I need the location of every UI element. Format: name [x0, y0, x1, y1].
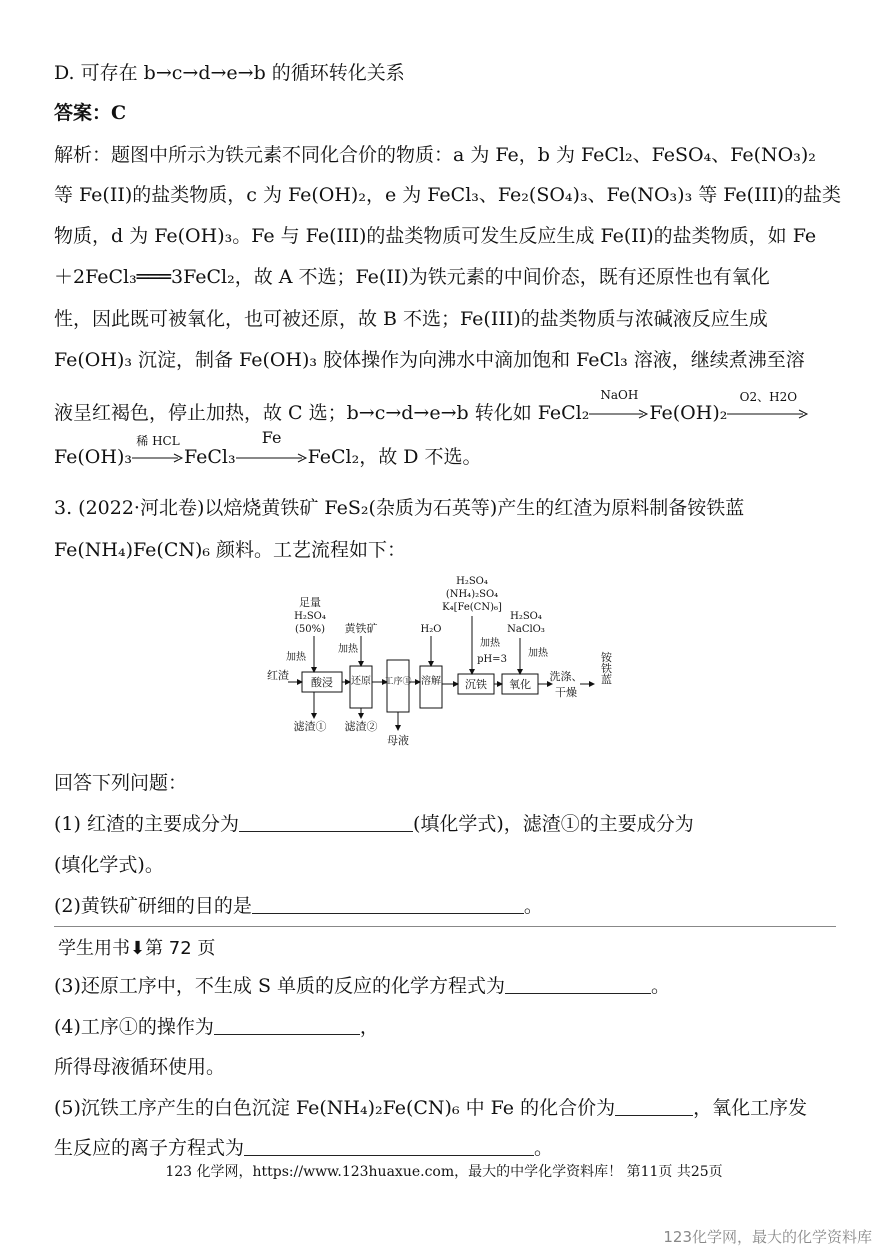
box-process1-label: 工序①	[384, 677, 412, 687]
page-footer: 123 化学网，https://www.123huaxue.com，最大的中学化学资料库！ 第11页 共25页	[165, 1164, 723, 1180]
q2-text-b: 。	[523, 895, 543, 917]
ox-reagent-0: H₂SO₄	[510, 611, 542, 622]
q5-text-b: ，氧化工序发	[693, 1097, 808, 1119]
q4-text-a: (4)工序①的操作为	[54, 1016, 214, 1038]
sink-reagent-0: H₂SO₄	[456, 576, 488, 587]
mother-liquor: 母液	[387, 734, 409, 747]
q5-blank-1[interactable]	[615, 1097, 693, 1116]
sink-cond-0: 加热	[480, 638, 500, 649]
q3s-text-a: (3)还原工序中，不生成 S 单质的反应的化学方程式为	[54, 975, 506, 997]
question-3-sub	[54, 971, 670, 998]
q1-text-b: (填化学式)，滤渣①的主要成分为	[412, 813, 694, 835]
naoh-arrow	[589, 388, 649, 424]
question-4-line-1	[54, 1012, 379, 1039]
question-intro: 回答下列问题：	[54, 772, 188, 794]
o2-h2o-label: O2、H2O	[739, 390, 798, 404]
box-acid-leach-label: 酸浸	[311, 676, 333, 689]
fecl3: FeCl₃	[183, 446, 236, 468]
box-reduce-label: 还原	[351, 676, 371, 687]
q4-blank[interactable]	[214, 1016, 360, 1035]
flow-raw-1: 红渣	[267, 669, 289, 682]
reaction-arrow-icon	[236, 453, 308, 463]
fe-arrow	[236, 428, 308, 468]
process-flow-diagram	[262, 572, 642, 752]
analysis-line-7-text: 液呈红褐色，停止加热，故 C 选；b→c→d→e→b 转化如 FeCl₂	[54, 402, 590, 424]
section-divider	[54, 926, 836, 927]
reaction-arrow-icon	[727, 409, 809, 419]
question-3-line-2: Fe(NH₄)Fe(CN)₆ 颜料。工艺流程如下：	[54, 539, 407, 561]
analysis-line-5: 性，因此既可被氧化，也可被还原，故 B 不选；Fe(III)的盐类物质与浓碱液反应生成	[54, 308, 768, 330]
q5-text-c: 生反应的离子方程式为	[54, 1137, 245, 1159]
box-oxidize-label: 氧化	[509, 678, 531, 691]
box-reduce	[350, 666, 372, 708]
q2-text-a: (2)黄铁矿研细的目的是	[54, 895, 252, 917]
q3s-blank[interactable]	[505, 975, 651, 994]
ox-cond: 加热	[528, 648, 548, 659]
residue-2: 滤渣②	[344, 720, 378, 733]
pyrite-label: 黄铁矿	[344, 622, 378, 635]
answer: 答案：C	[54, 102, 127, 124]
water-label: H₂O	[420, 624, 442, 635]
q1-blank-1[interactable]	[239, 813, 413, 832]
question-4-line-2: 所得母液循环使用。	[54, 1056, 226, 1078]
fecl2-end: FeCl₂，故 D 不选。	[307, 446, 482, 468]
q2-blank[interactable]	[252, 895, 524, 914]
dry-label: 干燥	[555, 686, 577, 699]
fe-oh2: Fe(OH)₂	[649, 402, 728, 424]
reaction-arrow-icon	[132, 453, 184, 463]
q1-text-a: (1) 红渣的主要成分为	[54, 813, 239, 835]
question-1-line-2: (填化学式)。	[54, 854, 164, 876]
question-5-line-2	[54, 1133, 553, 1160]
question-3-line-1: 3. (2022·河北卷)以焙烧黄铁矿 FeS₂(杂质为石英等)产生的红渣为原料制备铵铁蓝	[54, 497, 745, 519]
product-label: 铵铁蓝	[599, 651, 613, 685]
analysis-line-3: 物质，d 为 Fe(OH)₃。Fe 与 Fe(III)的盐类物质可发生反应生成 Fe(II)的盐类物质，如 Fe	[54, 225, 817, 247]
q5-text-d: 。	[534, 1137, 554, 1159]
analysis-line-1: 解析：题图中所示为铁元素不同化合价的物质：a 为 Fe，b 为 FeCl₂、FeSO₄、Fe(NO₃)₂	[54, 144, 816, 166]
q4-text-b: ，	[359, 1016, 379, 1038]
analysis-line-8	[54, 428, 482, 469]
fe-oh3: Fe(OH)₃	[54, 446, 132, 468]
analysis-line-6: Fe(OH)₃ 沉淀，制备 Fe(OH)₃ 胶体操作为向沸水中滴加饱和 FeCl₃ 溶液，继续煮沸至溶	[54, 349, 805, 371]
watermark: 123化学网，最大的化学资料库	[663, 1228, 872, 1246]
acid-reagent-2: (50%)	[294, 624, 326, 635]
box-dissolve-label: 溶解	[421, 676, 441, 687]
sink-reagent-2: K₄[Fe(CN)₆]	[442, 602, 502, 613]
analysis-line-7	[54, 388, 809, 425]
wash-label: 洗涤、	[549, 670, 583, 683]
pyrite-cond: 加热	[338, 644, 358, 655]
q5-blank-2[interactable]	[244, 1137, 534, 1156]
acid-reagent-1: H₂SO₄	[294, 611, 326, 622]
q3s-text-b: 。	[651, 975, 671, 997]
dilute-hcl-arrow	[132, 434, 184, 468]
ox-reagent-1: NaClO₃	[507, 624, 545, 635]
option-d: D. 可存在 b→c→d→e→b 的循环转化关系	[54, 62, 405, 84]
sink-reagent-1: (NH₄)₂SO₄	[445, 589, 499, 600]
reaction-arrow-icon	[589, 409, 649, 419]
naoh-label: NaOH	[600, 388, 639, 402]
book-reference: 学生用书⬇第 72 页	[58, 938, 216, 959]
question-2	[54, 891, 543, 918]
box-dissolve	[420, 666, 442, 708]
sink-cond-1: pH=3	[477, 654, 507, 665]
acid-reagent-0: 足量	[299, 596, 321, 609]
o2-h2o-arrow	[727, 390, 809, 424]
question-5-line-1	[54, 1093, 807, 1120]
analysis-line-2: 等 Fe(II)的盐类物质，c 为 Fe(OH)₂，e 为 FeCl₃、Fe₂(SO₄)₃、Fe(NO₃)₃ 等 Fe(III)的盐类	[54, 184, 842, 206]
residue-1: 滤渣①	[293, 720, 327, 733]
box-precipitate-label: 沉铁	[465, 678, 487, 691]
analysis-line-4: ＋2FeCl₃═══3FeCl₂，故 A 不选；Fe(II)为铁元素的中间价态，既有还原性也有氧化	[54, 266, 770, 288]
q5-text-a: (5)沉铁工序产生的白色沉淀 Fe(NH₄)₂Fe(CN)₆ 中 Fe 的化合价为	[54, 1097, 616, 1119]
acid-cond: 加热	[286, 652, 306, 663]
dilute-hcl-label: 稀 HCL	[136, 434, 180, 448]
question-1-line-1	[54, 809, 694, 836]
fe-label: Fe	[261, 428, 282, 447]
